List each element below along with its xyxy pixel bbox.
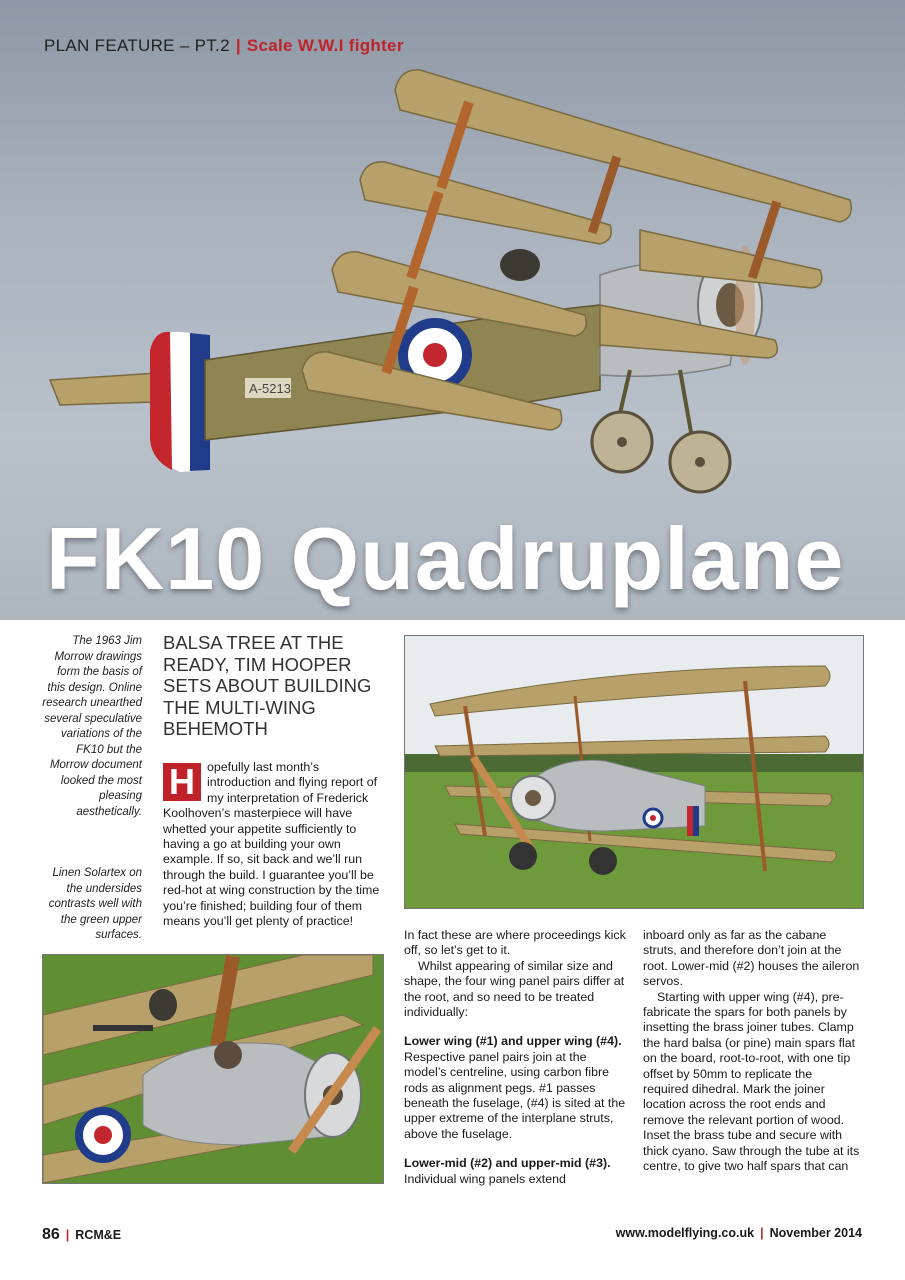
- article-column-3: [643, 928, 861, 1175]
- footer-separator-left: |: [65, 1228, 70, 1242]
- magazine-name: RCM&E: [75, 1228, 122, 1242]
- footer-right: [616, 1226, 862, 1240]
- section-subject: Scale W.W.I fighter: [246, 36, 404, 55]
- subhead-lower-mid-upper-mid-text: Lower-mid (#2) and upper-mid (#3).: [404, 1156, 611, 1171]
- caption-solartex: Linen Solartex on the undersides contrasts well with the green upper surfaces.: [48, 867, 142, 941]
- intro-standfirst: BALSA TREE AT THE READY, TIM HOOPER SETS ABOUT BUILDING THE MULTI-WING BEHEMOTH: [163, 632, 372, 739]
- article-paragraph-3: Whilst appearing of similar size and shape, the four wing panel pairs differ at the root, and so need to be treated individually:: [404, 958, 625, 1020]
- article-column-1: [163, 760, 385, 929]
- photo-parked-quadruplane: [404, 635, 864, 909]
- issue-date: November 2014: [769, 1226, 862, 1240]
- subhead-lower-mid-upper-mid: [404, 1156, 626, 1171]
- caption-drawings: The 1963 Jim Morrow drawings form the basis of this design. Online research unearthed several speculative variations of the FK10 but the Morrow document looked the most pleasing aesthetically.: [42, 635, 142, 818]
- footer-separator-right: |: [760, 1226, 764, 1240]
- quadruplane-flying-illustration: [40, 60, 860, 510]
- header-separator: |: [235, 36, 241, 55]
- article-paragraph-1: opefully last month’s introduction and flying report of my interpretation of Frederick Koolhoven’s masterpiece will have whetted your appetite sufficiently to having a go at building your own example. If so, sit back and we’ll run through the build. I guarantee you’ll be red-hot at wing construction by the time you’re finished; building four of them means you’ll get plenty of practice!: [163, 760, 380, 929]
- section-label: PLAN FEATURE – PT.2: [44, 36, 230, 55]
- article-column-2: [404, 928, 626, 1187]
- parked-quadruplane-illustration: [405, 636, 863, 908]
- cockpit-closeup-illustration: [43, 955, 383, 1183]
- subhead-lower-upper: [404, 1034, 626, 1049]
- page-number: 86: [42, 1226, 60, 1243]
- article-paragraph-2: In fact these are where proceedings kick off, so let’s get to it.: [404, 928, 626, 958]
- section-header: [44, 36, 404, 56]
- hero-image: [0, 0, 905, 620]
- headline: FK10 Quadruplane: [46, 509, 845, 608]
- article-paragraph-7: Starting with upper wing (#4), pre-fabricate the spars for both panels by insetting the brass joiner tubes. Clamp the hard balsa (or pine) main spars flat on the board, root-to-root, with one tip offset by 50mm to replicate the required dihedral. Mark the joiner location across the root ends and remove the relevant portion of wood. Inset the brass tube and secure with thick cyano. Saw through the tube at its centre, to give two half spars that can: [643, 989, 860, 1174]
- article-paragraph-4: Respective panel pairs join at the model’s centreline, using carbon fibre rods as alignment pegs. #1 passes beneath the fuselage, (#4) is sited at the upper extreme of the interplane struts, above the fuselage.: [404, 1049, 626, 1141]
- website-link[interactable]: www.modelflying.co.uk: [615, 1226, 755, 1240]
- footer-left: [42, 1226, 121, 1244]
- dropcap: H: [163, 763, 201, 801]
- subhead-lower-upper-text: Lower wing (#1) and upper wing (#4).: [404, 1034, 622, 1049]
- svg-text:A-5213: A-5213: [249, 381, 291, 396]
- article-paragraph-5: Individual wing panels extend: [404, 1171, 566, 1186]
- article-paragraph-6: inboard only as far as the cabane struts, and therefore don’t join at the root. Lower-mid (#2) houses the aileron servos.: [643, 928, 860, 989]
- photo-cockpit-closeup: [42, 954, 384, 1184]
